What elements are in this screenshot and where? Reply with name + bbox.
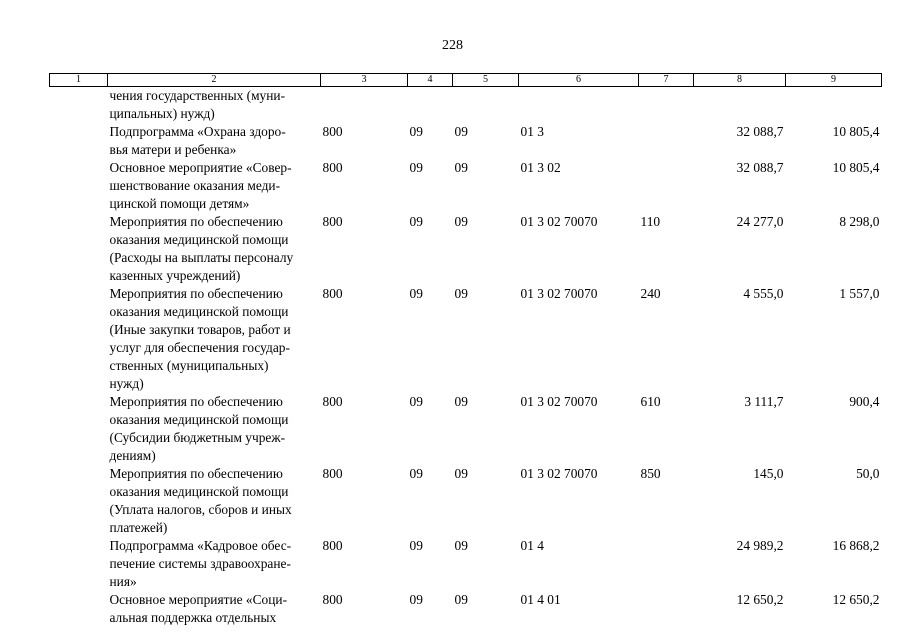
table-row: [50, 465, 882, 537]
column-header-8: 8: [694, 74, 786, 87]
cell-number: [50, 393, 108, 465]
cell-section: 09: [409, 538, 423, 553]
column-header-3: 3: [321, 74, 408, 87]
cell-ministry-code: [321, 87, 408, 124]
cell-subsection: [453, 87, 519, 124]
cell-number: [50, 213, 108, 285]
cell-amount-1: 145,0: [753, 466, 784, 481]
cell-expense-type: [639, 159, 694, 213]
table-row: [50, 393, 882, 465]
cell-target-article: 01 3 02: [520, 160, 561, 175]
column-header-7: 7: [639, 74, 694, 87]
cell-section: 09: [409, 124, 423, 139]
table-row: [50, 159, 882, 213]
cell-target-article: 01 3 02 70070: [520, 214, 598, 229]
cell-number: [50, 87, 108, 124]
cell-subsection: 09: [454, 394, 468, 409]
cell-target-article: 01 4: [520, 538, 544, 553]
cell-ministry-code: 800: [322, 160, 343, 175]
cell-subsection: 09: [454, 592, 468, 607]
cell-amount-1: 24 277,0: [736, 214, 784, 229]
column-header-9: 9: [786, 74, 882, 87]
table-row: [50, 87, 882, 124]
cell-expense-type: [639, 87, 694, 124]
cell-amount-1: 32 088,7: [736, 160, 784, 175]
cell-description: Основное мероприятие «Соци- альная поддержка отдельных: [109, 592, 288, 625]
table-row: [50, 285, 882, 393]
column-number-header-row: [50, 74, 882, 87]
cell-description: Мероприятия по обеспечению оказания медицинской помощи (Расходы на выплаты персоналу казенных учреждений): [109, 214, 294, 283]
cell-ministry-code: 800: [322, 124, 343, 139]
cell-amount-1: [694, 87, 786, 124]
cell-expense-type: 110: [640, 214, 661, 229]
cell-amount-2: [786, 87, 882, 124]
cell-subsection: 09: [454, 466, 468, 481]
cell-subsection: 09: [454, 160, 468, 175]
cell-section: [408, 87, 453, 124]
table-row: [50, 213, 882, 285]
budget-table: [49, 73, 882, 627]
cell-expense-type: 850: [640, 466, 661, 481]
cell-number: [50, 123, 108, 159]
column-header-5: 5: [453, 74, 519, 87]
cell-amount-1: 4 555,0: [743, 286, 784, 301]
cell-amount-1: 12 650,2: [736, 592, 784, 607]
cell-expense-type: 240: [640, 286, 661, 301]
table-row: [50, 591, 882, 627]
cell-amount-2: 16 868,2: [832, 538, 880, 553]
cell-amount-2: 12 650,2: [832, 592, 880, 607]
cell-expense-type: [639, 591, 694, 627]
cell-subsection: 09: [454, 538, 468, 553]
cell-expense-type: [639, 123, 694, 159]
cell-amount-2: 10 805,4: [832, 160, 880, 175]
cell-subsection: 09: [454, 124, 468, 139]
cell-expense-type: [639, 537, 694, 591]
cell-ministry-code: 800: [322, 214, 343, 229]
cell-description: Подпрограмма «Кадровое обес- печение системы здравоохране- ния»: [109, 538, 292, 589]
cell-target-article: 01 3 02 70070: [520, 466, 598, 481]
cell-subsection: 09: [454, 286, 468, 301]
cell-number: [50, 159, 108, 213]
cell-amount-2: 1 557,0: [839, 286, 880, 301]
cell-number: [50, 465, 108, 537]
cell-description: Мероприятия по обеспечению оказания медицинской помощи (Уплата налогов, сборов и иных платежей): [109, 466, 292, 535]
cell-section: 09: [409, 466, 423, 481]
column-header-6: 6: [519, 74, 639, 87]
cell-target-article: [519, 87, 639, 124]
cell-target-article: 01 3 02 70070: [520, 286, 598, 301]
table-row: [50, 537, 882, 591]
cell-description: чения государственных (муни- ципальных) нужд): [109, 88, 286, 121]
page-number: 228: [442, 38, 463, 53]
cell-amount-2: 8 298,0: [839, 214, 880, 229]
cell-subsection: 09: [454, 214, 468, 229]
cell-ministry-code: 800: [322, 394, 343, 409]
cell-section: 09: [409, 286, 423, 301]
cell-amount-2: 900,4: [849, 394, 880, 409]
cell-amount-1: 3 111,7: [744, 394, 784, 409]
column-header-4: 4: [408, 74, 453, 87]
cell-section: 09: [409, 160, 423, 175]
cell-description: Мероприятия по обеспечению оказания медицинской помощи (Иные закупки товаров, работ и услуг для обеспечения государ- ственных (муниципальных) нужд): [109, 286, 291, 391]
cell-target-article: 01 4 01: [520, 592, 561, 607]
cell-amount-1: 32 088,7: [736, 124, 784, 139]
cell-description: Мероприятия по обеспечению оказания медицинской помощи (Субсидии бюджетным учреж- дениям): [109, 394, 289, 463]
cell-section: 09: [409, 214, 423, 229]
cell-ministry-code: 800: [322, 538, 343, 553]
cell-amount-1: 24 989,2: [736, 538, 784, 553]
cell-expense-type: 610: [640, 394, 661, 409]
column-header-1: 1: [50, 74, 108, 87]
cell-description: Подпрограмма «Охрана здоро- вья матери и ребенка»: [109, 124, 286, 157]
table-row: [50, 123, 882, 159]
cell-section: 09: [409, 592, 423, 607]
cell-description: Основное мероприятие «Совер- шенствование оказания меди- цинской помощи детям»: [109, 160, 292, 211]
cell-section: 09: [409, 394, 423, 409]
cell-target-article: 01 3: [520, 124, 544, 139]
cell-target-article: 01 3 02 70070: [520, 394, 598, 409]
cell-ministry-code: 800: [322, 466, 343, 481]
cell-number: [50, 285, 108, 393]
cell-ministry-code: 800: [322, 286, 343, 301]
cell-number: [50, 537, 108, 591]
cell-number: [50, 591, 108, 627]
cell-amount-2: 10 805,4: [832, 124, 880, 139]
cell-amount-2: 50,0: [856, 466, 880, 481]
cell-ministry-code: 800: [322, 592, 343, 607]
column-header-2: 2: [108, 74, 321, 87]
